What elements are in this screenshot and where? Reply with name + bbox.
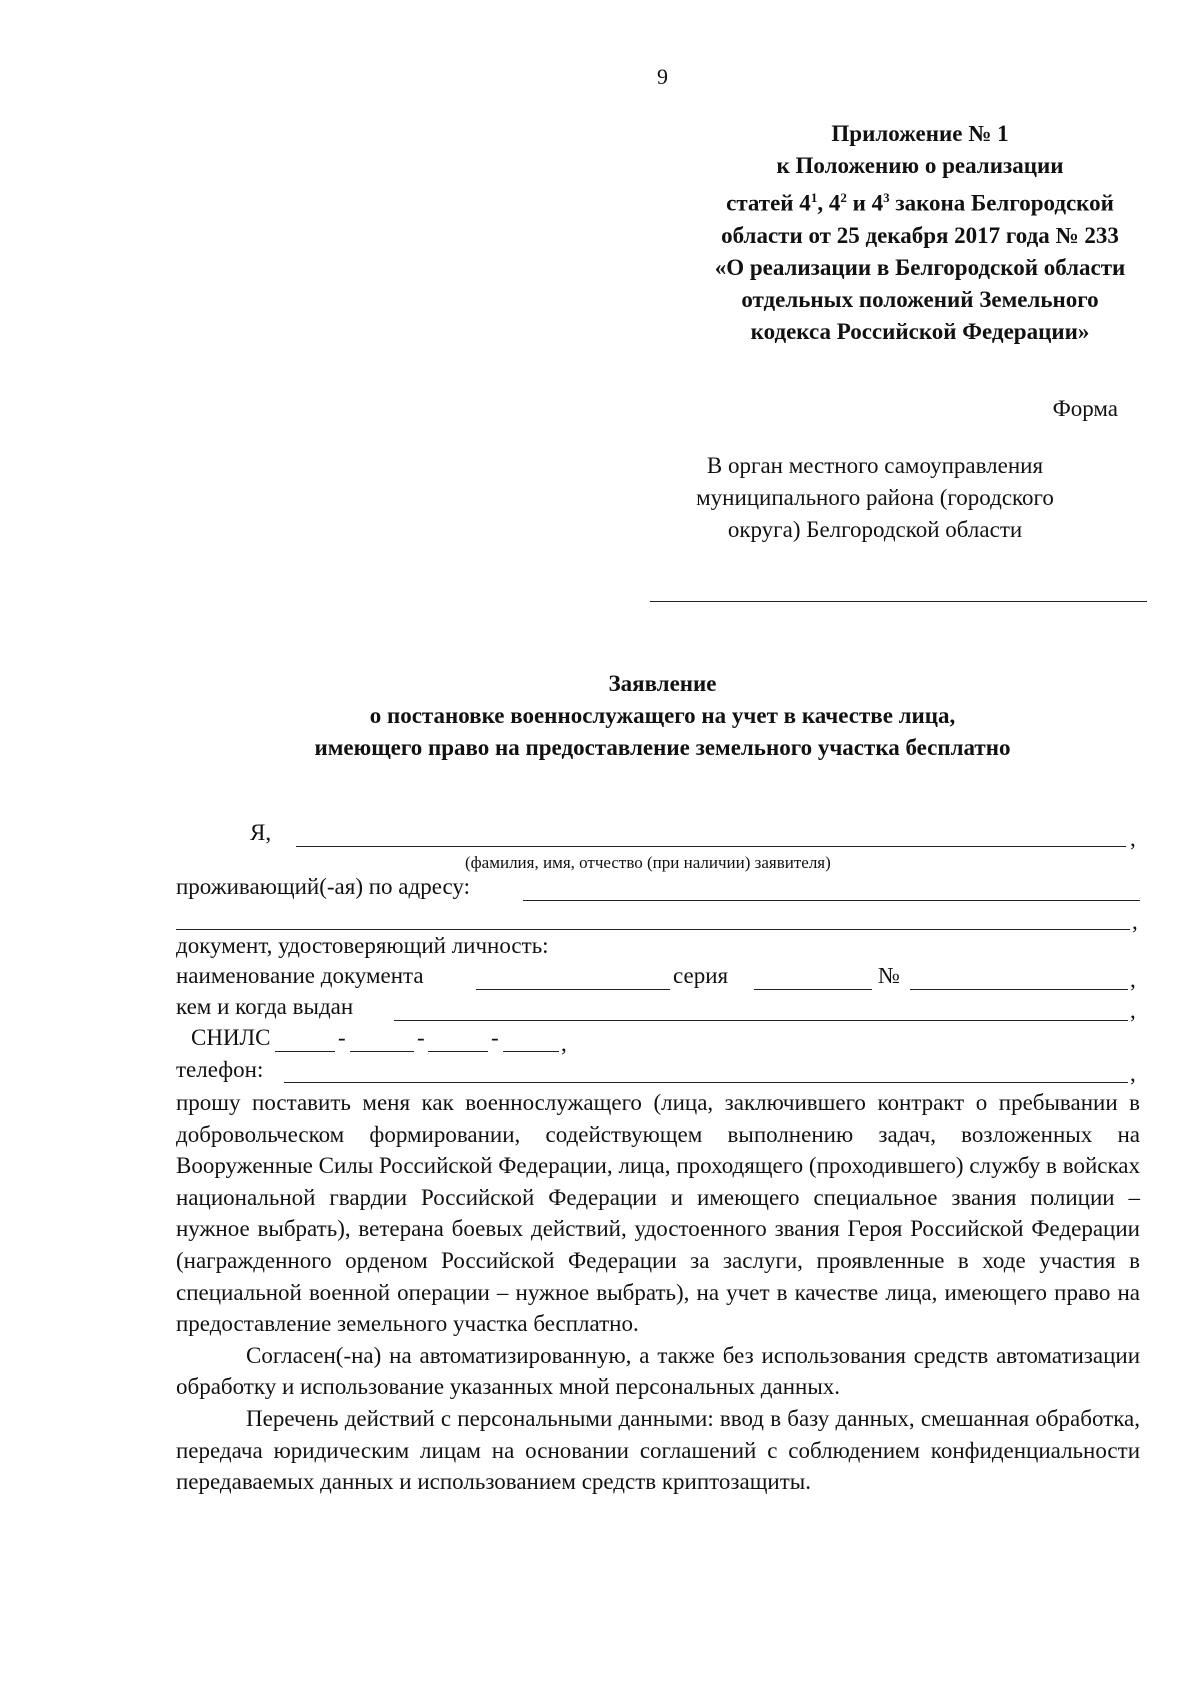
appendix-line-4: области от 25 декабря 2017 года № 233 <box>721 222 1119 248</box>
comma: , <box>1130 967 1136 992</box>
phone-label: телефон: <box>176 1057 264 1082</box>
phone-blank[interactable] <box>284 1082 1128 1083</box>
address-blank-1[interactable] <box>523 900 1140 901</box>
request-paragraph: прошу поставить меня как военнослужащего (лица, заключившего контракт о пребывании в добровольческом формировании, содействующем выполнению задач, возложенных на Вооруженные Силы Российской Федерации, лица, проходящего (проходившего) службу в войсках национальной гвардии Российской Федерации и имеющего специальное звания полиции – нужное выбрать), ветерана боевых действий, удостоенного звания Героя Российской Федерации (награжденного орденом Российской Федерации за заслуги, проявленные в ходе участия в специальной военной операции – нужное выбрать), на учет в качестве лица, имеющего право на предоставление земельного участка бесплатно. <box>176 1090 1140 1337</box>
appendix-line-1: Приложение № 1 <box>831 121 1009 146</box>
number-label: № <box>878 963 900 988</box>
snils-blank-4[interactable] <box>503 1051 559 1052</box>
doc-name-label: наименование документа <box>176 963 424 988</box>
document-title <box>0 668 1200 764</box>
ya-label: Я, <box>250 820 272 845</box>
number-blank[interactable] <box>910 989 1128 990</box>
consent-paragraph: Согласен(-на) на автоматизированную, а также без использования средств автоматизации обработку и использование указанных мной персональных данных. <box>176 1342 1140 1400</box>
comma: , <box>1130 1061 1136 1086</box>
comma: , <box>1130 826 1136 851</box>
appendix-line-2: к Положению о реализации <box>776 153 1064 178</box>
appendix-line-3: статей $4^1$, $4^2$ и $4^3$ закона Белгородской <box>726 190 1114 216</box>
snils-blank-3[interactable] <box>428 1051 488 1052</box>
issued-blank[interactable] <box>394 1020 1128 1021</box>
data-actions-paragraph: Перечень действий с персональными данными: ввод в базу данных, смешанная обработка, передача юридическим лицам на основании соглашений с соблюдением конфиденциальности передаваемых данных и использованием средств криптозащиты. <box>176 1405 1140 1495</box>
series-blank[interactable] <box>754 989 872 990</box>
document-page: 9 Приложение № 1 к Положению о реализации статей $4^1$, $4^2$ и $4^3$ закона Белгородской области от 25 декабря 2017 года № 233 «О реализации в Белгородской области отдельных положений Земельного кодекса Российской Федерации» Форма В орган местного самоуправления муниципального района (городского округа) Белгородской области Заявление о постановке военнослужащего на учет в качестве лица, имеющего право на предоставление земельного участка бесплатно Я, , (фамилия, имя, отчество (при наличии) заявителя) проживающий(-ая) по адресу: , документ, удостоверяющий личность: наименование документа серия № , кем и когда выдан , СНИЛС - - - , телефон: , прошу поставить меня как военнослужащего (лица, заключившего контракт о пребывании в добровольческом формировании, содействующем выполнению задач, возложенных на Вооруженные Силы Российской Федерации, лица, проходящего (проходившего) службу в войсках национальной гвардии Российской Федерации и имеющего специальное звания полиции – нужное выбрать), ветерана боевых действий, удостоенного звания Героя Российской Федерации (награжденного орденом Российской Федерации за заслуги, проявленные в ходе участия в специальной военной операции – нужное выбрать), на учет в качестве лица, имеющего право на предоставление земельного участка бесплатно. Согласен(-на) на автоматизированную, а также без использования средств автоматизации обработку и использование указанных мной персональных данных. Перечень действий с персональными данными: ввод в базу данных, смешанная обработка, передача юридическим лицам на основании соглашений с соблюдением конфиденциальности передаваемых данных и использованием средств криптозащиты. <box>0 0 1200 1706</box>
title-line-1: Заявление <box>608 671 717 696</box>
addressee-line-2: муниципального района (городского <box>696 485 1054 510</box>
series-label: серия <box>673 963 729 988</box>
form-label: Форма <box>1052 396 1118 421</box>
snils-label: СНИЛС <box>191 1025 271 1050</box>
page-number: 9 <box>657 64 668 89</box>
issued-label: кем и когда выдан <box>176 994 354 1019</box>
application-body <box>176 1087 1140 1498</box>
snils-blank-2[interactable] <box>350 1051 414 1052</box>
snils-blank-1[interactable] <box>275 1051 335 1052</box>
appendix-header <box>640 118 1200 348</box>
address-label: проживающий(-ая) по адресу: <box>176 874 470 899</box>
addressee-line-3: округа) Белгородской области <box>727 517 1023 542</box>
appendix-line-6: отдельных положений Земельного <box>741 286 1099 312</box>
comma: , <box>1130 998 1136 1023</box>
appendix-line-5: «О реализации в Белгородской области <box>714 254 1126 280</box>
addressee-line-1: В орган местного самоуправления <box>706 453 1044 478</box>
title-line-3: имеющего право на предоставление земельного участка бесплатно <box>314 735 1011 760</box>
appendix-line-7: кодекса Российской Федерации» <box>750 318 1090 344</box>
id-document-label: документ, удостоверяющий личность: <box>176 933 549 958</box>
title-line-2: о постановке военнослужащего на учет в качестве лица, <box>369 703 956 728</box>
doc-name-blank[interactable] <box>476 989 670 990</box>
fullname-blank[interactable] <box>296 846 1126 847</box>
fullname-hint: (фамилия, имя, отчество (при наличии) заявителя) <box>465 853 831 872</box>
comma: , <box>561 1031 567 1056</box>
comma: , <box>1132 909 1138 934</box>
address-blank-2[interactable] <box>176 929 1130 930</box>
addressee-block <box>655 450 1095 546</box>
addressee-blank-line[interactable] <box>650 601 1147 602</box>
